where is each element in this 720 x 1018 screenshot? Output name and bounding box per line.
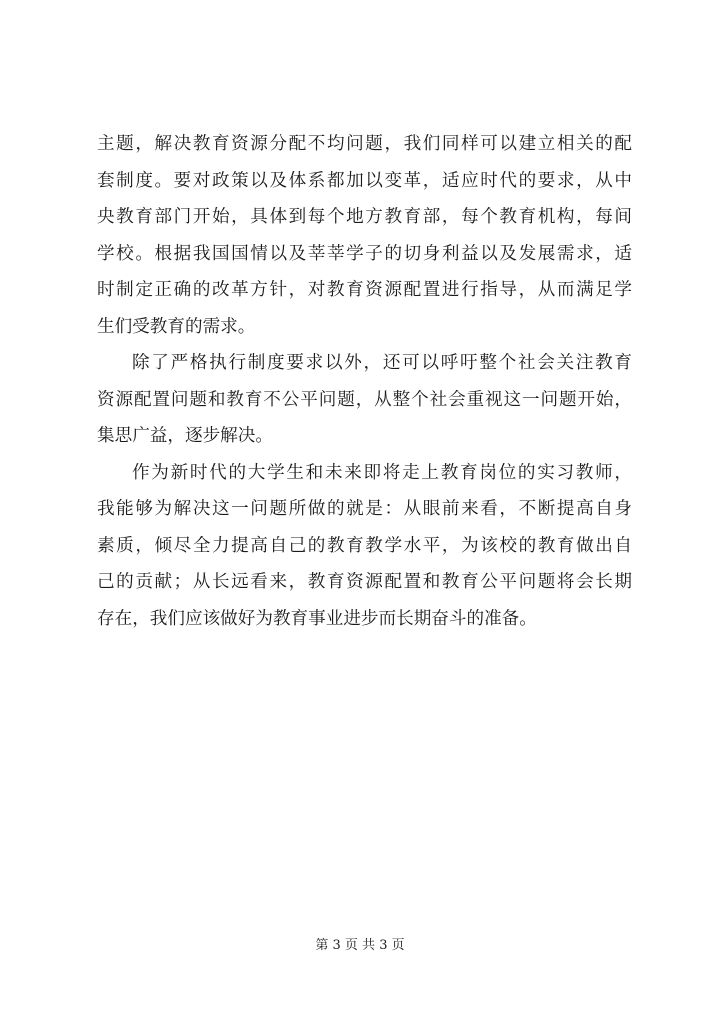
text-line: 生们受教育的需求。 [97, 316, 256, 337]
paragraph-1 [97, 126, 632, 345]
paragraph-2 [97, 345, 632, 455]
text-line: 存在，我们应该做好为教育事业进步而长期奋斗的准备。 [97, 608, 537, 629]
text-line: 除了严格执行制度要求以外，还可以呼吁整个社会关注教育 [132, 353, 632, 373]
text-line: 我能够为解决这一问题所做的就是：从眼前来看，不断提高自身 [97, 499, 632, 519]
page-footer: 第 3 页 共 3 页 [315, 938, 405, 953]
text-line: 学校。根据我国国情以及莘莘学子的切身利益以及发展需求，适 [97, 243, 632, 264]
text-line: 集思广益，逐步解决。 [97, 426, 273, 446]
text-line: 套制度。要对政策以及体系都加以变革，适应时代的要求，从中 [97, 170, 632, 191]
document-body [97, 126, 632, 637]
text-line: 己的贡献；从长远看来，教育资源配置和教育公平问题将会长期 [97, 572, 632, 592]
text-line: 素质，倾尽全力提高自己的教育教学水平，为该校的教育做出自 [97, 535, 632, 556]
text-line: 主题，解决教育资源分配不均问题，我们同样可以建立相关的配 [97, 134, 632, 154]
text-line: 央教育部门开始，具体到每个地方教育部，每个教育机构，每间 [97, 207, 632, 227]
text-line: 时制定正确的改革方针，对教育资源配置进行指导，从而满足学 [97, 280, 632, 300]
paragraph-3 [97, 455, 632, 638]
text-line: 资源配置问题和教育不公平问题，从整个社会重视这一问题开始， [97, 389, 632, 410]
text-line: 作为新时代的大学生和未来即将走上教育岗位的实习教师， [132, 462, 632, 483]
